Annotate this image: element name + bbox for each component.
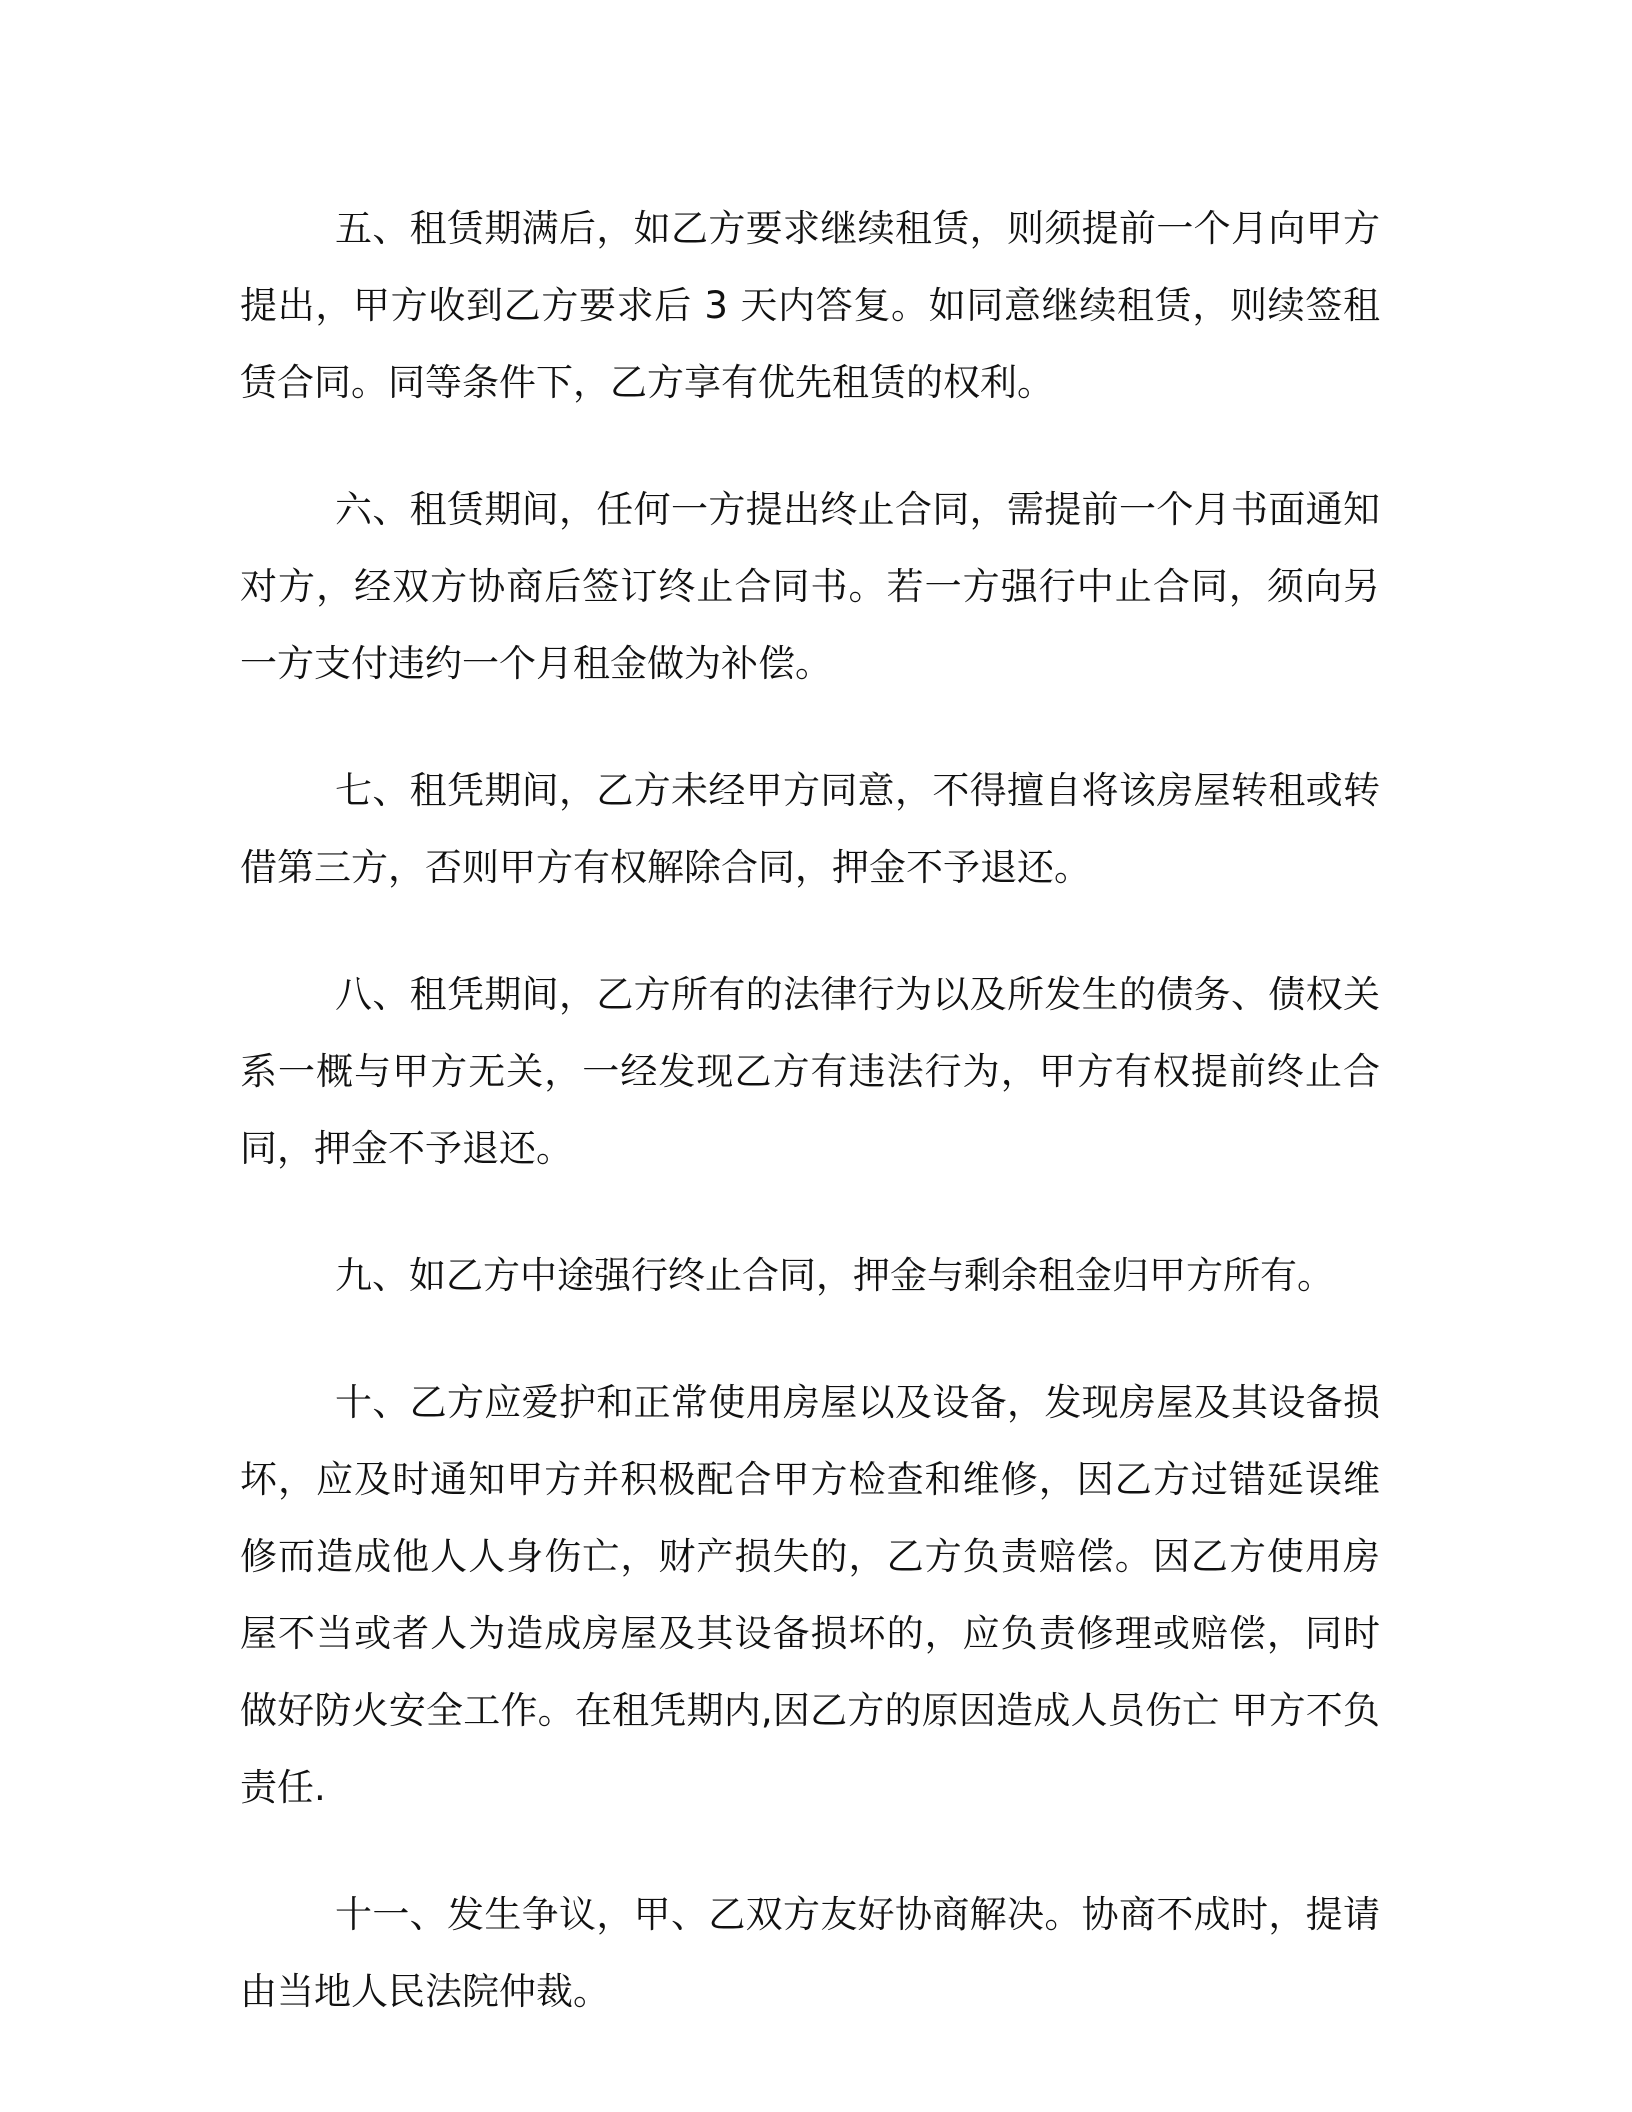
clause-11: 十一、发生争议，甲、乙双方友好协商解决。协商不成时，提请由当地人民法院仲裁。 [240,1893,1380,2013]
document-body [240,190,1380,2080]
clause-10: 十、乙方应爱护和正常使用房屋以及设备，发现房屋及其设备损坏，应及时通知甲方并积极配合甲方检查和维修，因乙方过错延误维修而造成他人人身伤亡，财产损失的，乙方负责赔偿。因乙方使用房屋不当或者人为造成房屋及其设备损坏的，应负责修理或赔偿，同时做好防火安全工作。在租凭期内,因乙方的原因造成人员伤亡 甲方不负责任. [240,1381,1380,1809]
clause-6: 六、租赁期间，任何一方提出终止合同，需提前一个月书面通知对方，经双方协商后签订终止合同书。若一方强行中止合同，须向另一方支付违约一个月租金做为补偿。 [240,488,1380,685]
clause-8: 八、租凭期间，乙方所有的法律行为以及所发生的债务、债权关系一概与甲方无关，一经发现乙方有违法行为，甲方有权提前终止合同，押金不予退还。 [240,973,1380,1170]
clause-5: 五、租赁期满后，如乙方要求继续租赁，则须提前一个月向甲方提出，甲方收到乙方要求后 3 天内答复。如同意继续租赁，则续签租赁合同。同等条件下，乙方享有优先租赁的权利。 [240,207,1380,404]
clause-7: 七、租凭期间，乙方未经甲方同意，不得擅自将该房屋转租或转借第三方，否则甲方有权解除合同，押金不予退还。 [240,769,1380,889]
clause-9: 九、如乙方中途强行终止合同，押金与剩余租金归甲方所有。 [335,1254,1334,1297]
